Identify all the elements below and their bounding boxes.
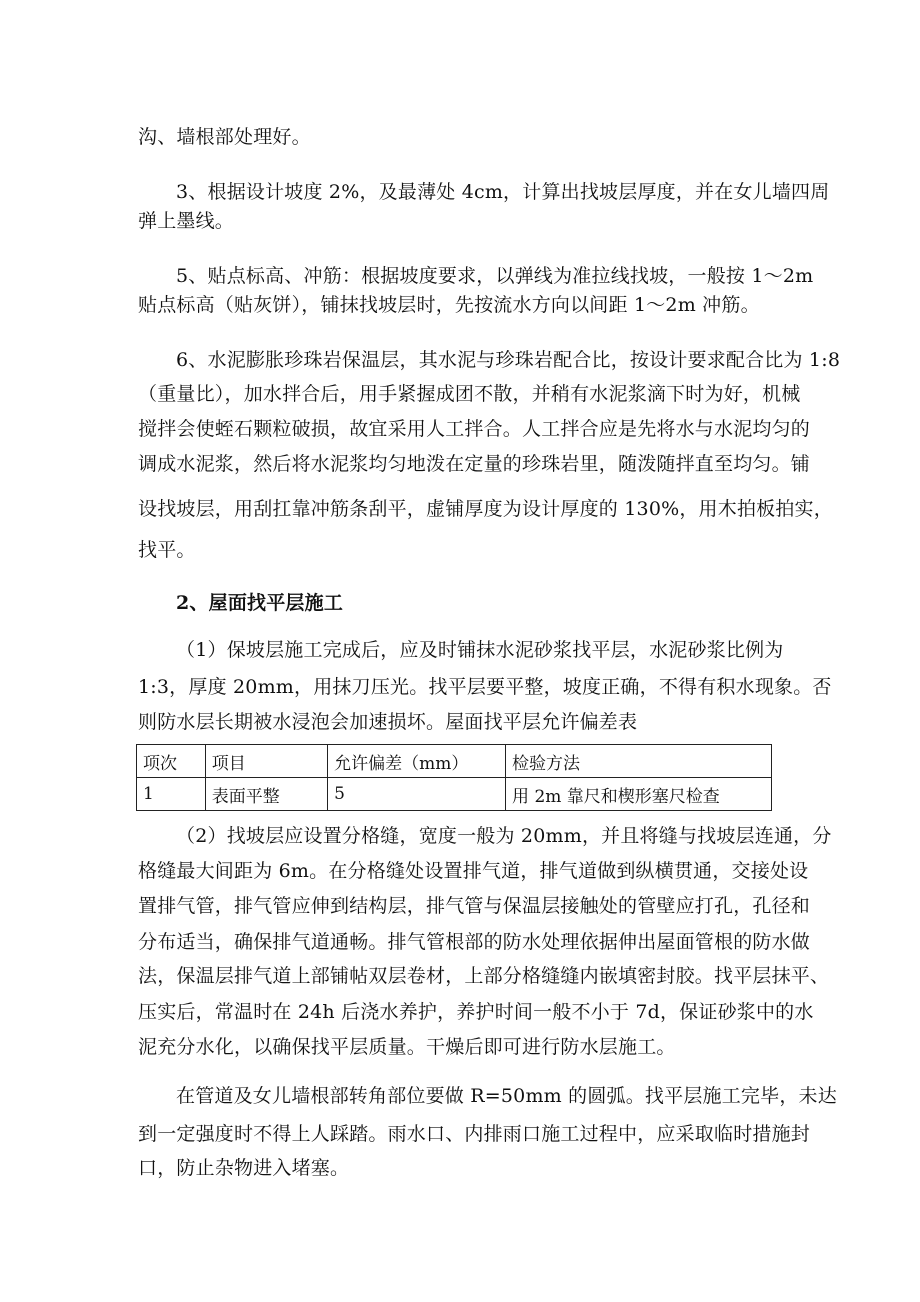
paragraph-line: 调成水泥浆，然后将水泥浆均匀地泼在定量的珍珠岩里，随泼随拌直至均匀。铺 [138,453,811,475]
table-cell: 用 2m 靠尺和楔形塞尺检查 [506,778,772,811]
paragraph-line: （1）保坡层施工完成后，应及时铺抹水泥砂浆找平层，水泥砂浆比例为 [176,639,784,661]
paragraph-line: （2）找坡层应设置分格缝，宽度一般为 20mm，并且将缝与找坡层连通，分 [176,825,832,847]
paragraph-line: （重量比），加水拌合后，用手紧握成团不散，并稍有水泥浆滴下时为好，机械 [138,383,801,405]
paragraph-line: 泥充分水化，以确保找平层质量。干燥后即可进行防水层施工。 [138,1036,676,1058]
table-header-cell: 项次 [137,745,206,778]
paragraph-line: 弹上墨线。 [138,210,235,232]
paragraph-line: 6、水泥膨胀珍珠岩保温层，其水泥与珍珠岩配合比，按设计要求配合比为 1:8 [176,349,841,371]
paragraph-line: 分布适当，确保排气道通畅。排气管根部的防水处理依据伸出屋面管根的防水做 [138,931,811,953]
paragraph-line: 格缝最大间距为 6m。在分格缝处设置排气道，排气道做到纵横贯通，交接处设 [138,860,809,882]
paragraph-line: 则防水层长期被水浸泡会加速损坏。屋面找平层允许偏差表 [138,711,638,733]
table-header-row [137,745,772,778]
paragraph-line: 在管道及女儿墙根部转角部位要做 R=50mm 的圆弧。找平层施工完毕，未达 [176,1085,837,1107]
paragraph-line: 搅拌会使蛭石颗粒破损，故宜采用人工拌合。人工拌合应是先将水与水泥均匀的 [138,418,811,440]
paragraph-line: 压实后，常温时在 24h 后浇水养护，养护时间一般不小于 7d，保证砂浆中的水 [138,1001,814,1023]
deviation-table [136,744,772,811]
paragraph-line: 沟、墙根部处理好。 [138,126,311,148]
paragraph-line: 设找坡层，用刮扛靠冲筋条刮平，虚铺厚度为设计厚度的 130%，用木拍板拍实， [138,498,833,520]
paragraph-line: 5、贴点标高、冲筋：根据坡度要求，以弹线为准拉线找坡，一般按 1～2m [176,265,814,287]
table-cell: 1 [137,778,206,811]
table-cell: 表面平整 [205,778,327,811]
section-heading: 2、屋面找平层施工 [176,592,344,614]
table-row [137,778,772,811]
paragraph-line: 置排气管，排气管应伸到结构层，排气管与保温层接触处的管壁应打孔，孔径和 [138,895,811,917]
paragraph-line: 法，保温层排气道上部铺帖双层卷材，上部分格缝缝内嵌填密封胶。找平层抹平、 [138,965,830,987]
table-header-cell: 允许偏差（mm） [328,745,506,778]
table-header-cell: 项目 [205,745,327,778]
paragraph-line: 贴点标高（贴灰饼），铺抹找坡层时，先按流水方向以间距 1～2m 冲筋。 [138,294,760,316]
paragraph-line: 找平。 [138,539,196,561]
table-header-cell: 检验方法 [506,745,772,778]
table-cell: 5 [328,778,506,811]
paragraph-line: 1:3，厚度 20mm，用抹刀压光。找平层要平整，坡度正确，不得有积水现象。否 [138,676,832,698]
paragraph-line: 口，防止杂物进入堵塞。 [138,1157,350,1179]
paragraph-line: 到一定强度时不得上人踩踏。雨水口、内排雨口施工过程中，应采取临时措施封 [138,1123,811,1145]
paragraph-line: 3、根据设计坡度 2%，及最薄处 4cm，计算出找坡层厚度，并在女儿墙四周 [176,181,830,203]
